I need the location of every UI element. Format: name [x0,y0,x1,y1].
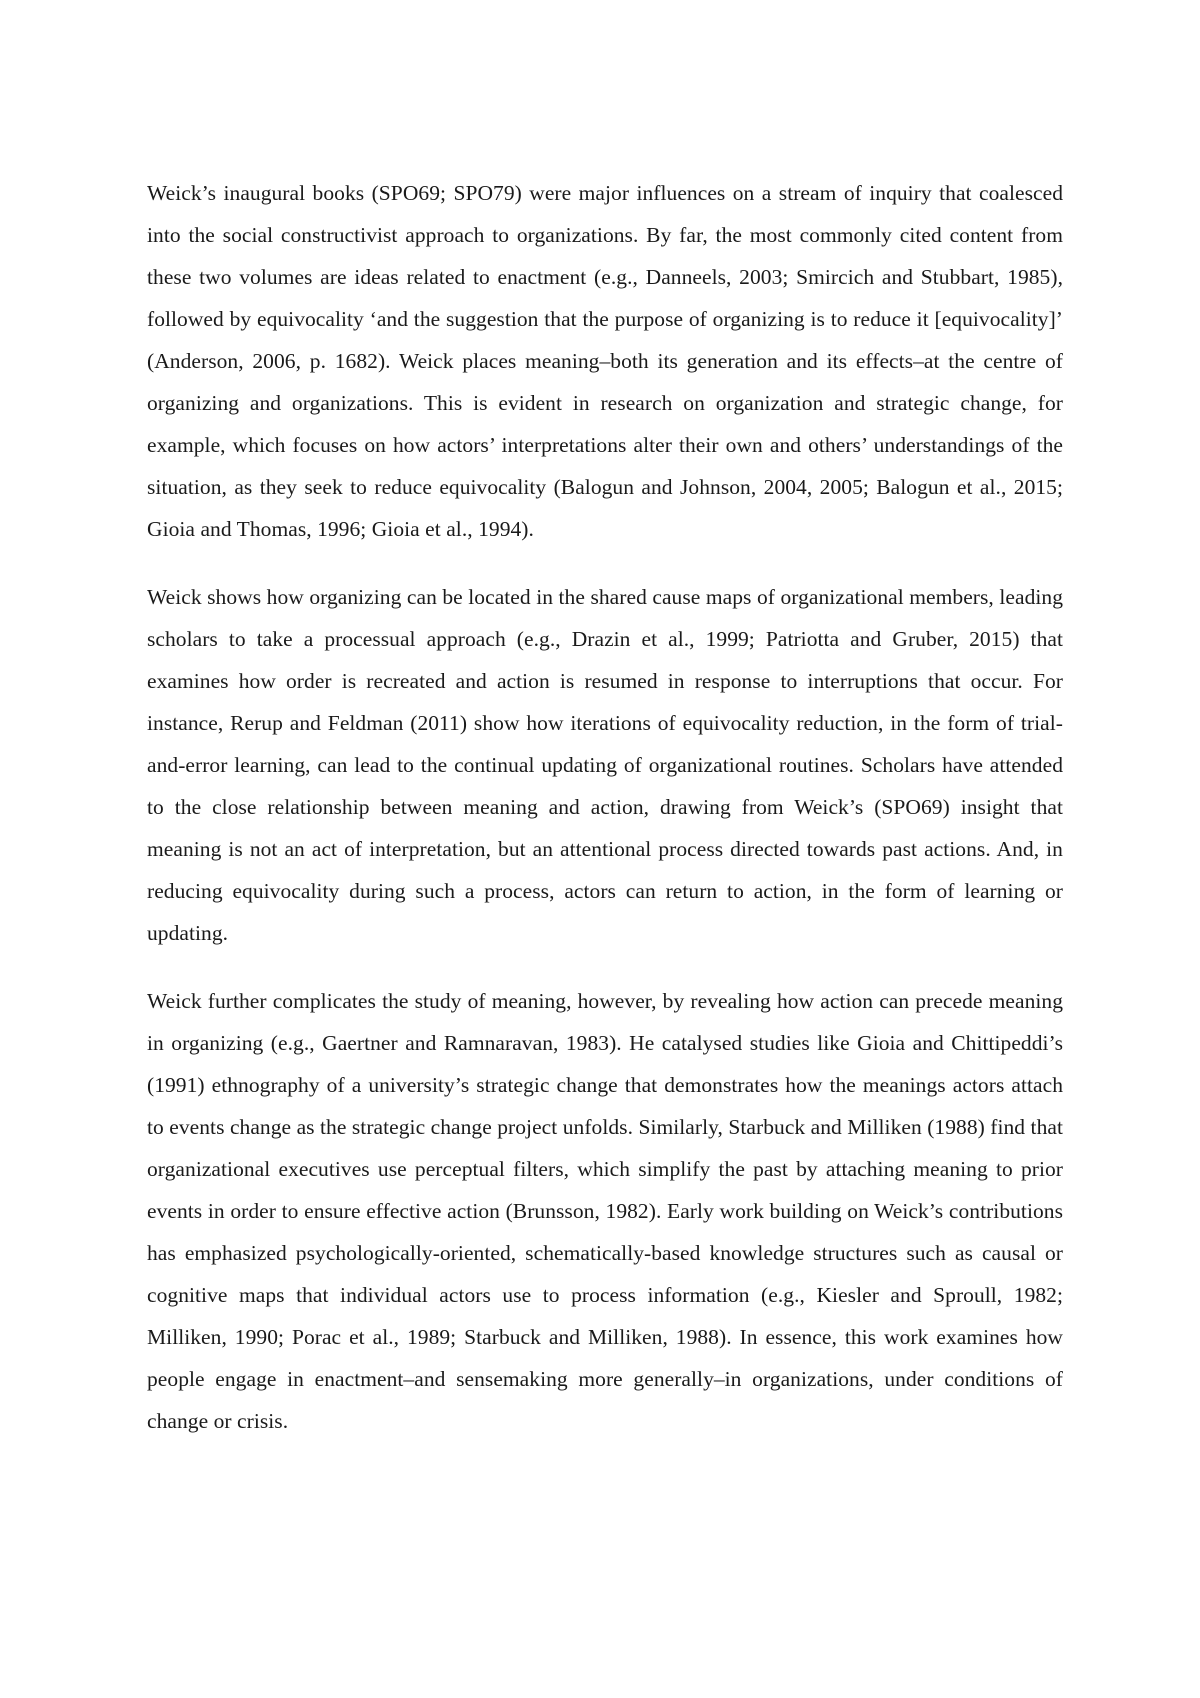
paragraph-2: Weick shows how organizing can be located in the shared cause maps of organizational members, leading scholars to take a processual approach (e.g., Drazin et al., 1999; Patriotta and Gruber, 2015) that examines how order is recreated and action is resumed in response to interruptions that occur. For instance, Rerup and Feldman (2011) show how iterations of equivocality reduction, in the form of trial-and-error learning, can lead to the continual updating of organizational routines. Scholars have attended to the close relationship between meaning and action, drawing from Weick’s (SPO69) insight that meaning is not an act of interpretation, but an attentional process directed towards past actions. And, in reducing equivocality during such a process, actors can return to action, in the form of learning or updating. [147,585,1063,945]
paragraph-3: Weick further complicates the study of meaning, however, by revealing how action can precede meaning in organizing (e.g., Gaertner and Ramnaravan, 1983). He catalysed studies like Gioia and Chittipeddi’s (1991) ethnography of a university’s strategic change that demonstrates how the meanings actors attach to events change as the strategic change project unfolds. Similarly, Starbuck and Milliken (1988) find that organizational executives use perceptual filters, which simplify the past by attaching meaning to prior events in order to ensure effective action (Brunsson, 1982). Early work building on Weick’s contributions has emphasized psychologically-oriented, schematically-based knowledge structures such as causal or cognitive maps that individual actors use to process information (e.g., Kiesler and Sproull, 1982; Milliken, 1990; Porac et al., 1989; Starbuck and Milliken, 1988). In essence, this work examines how people engage in enactment–and sensemaking more generally–in organizations, under conditions of change or crisis. [147,989,1063,1433]
paragraph-1: Weick’s inaugural books (SPO69; SPO79) were major influences on a stream of inquiry that coalesced into the social constructivist approach to organizations. By far, the most commonly cited content from these two volumes are ideas related to enactment (e.g., Danneels, 2003; Smircich and Stubbart, 1985), followed by equivocality ‘and the suggestion that the purpose of organizing is to reduce it [equivocality]’ (Anderson, 2006, p. 1682). Weick places meaning–both its generation and its effects–at the centre of organizing and organizations. This is evident in research on organization and strategic change, for example, which focuses on how actors’ interpretations alter their own and others’ understandings of the situation, as they seek to reduce equivocality (Balogun and Johnson, 2004, 2005; Balogun et al., 2015; Gioia and Thomas, 1996; Gioia et al., 1994). [147,181,1063,541]
body-text [147,172,1063,1468]
